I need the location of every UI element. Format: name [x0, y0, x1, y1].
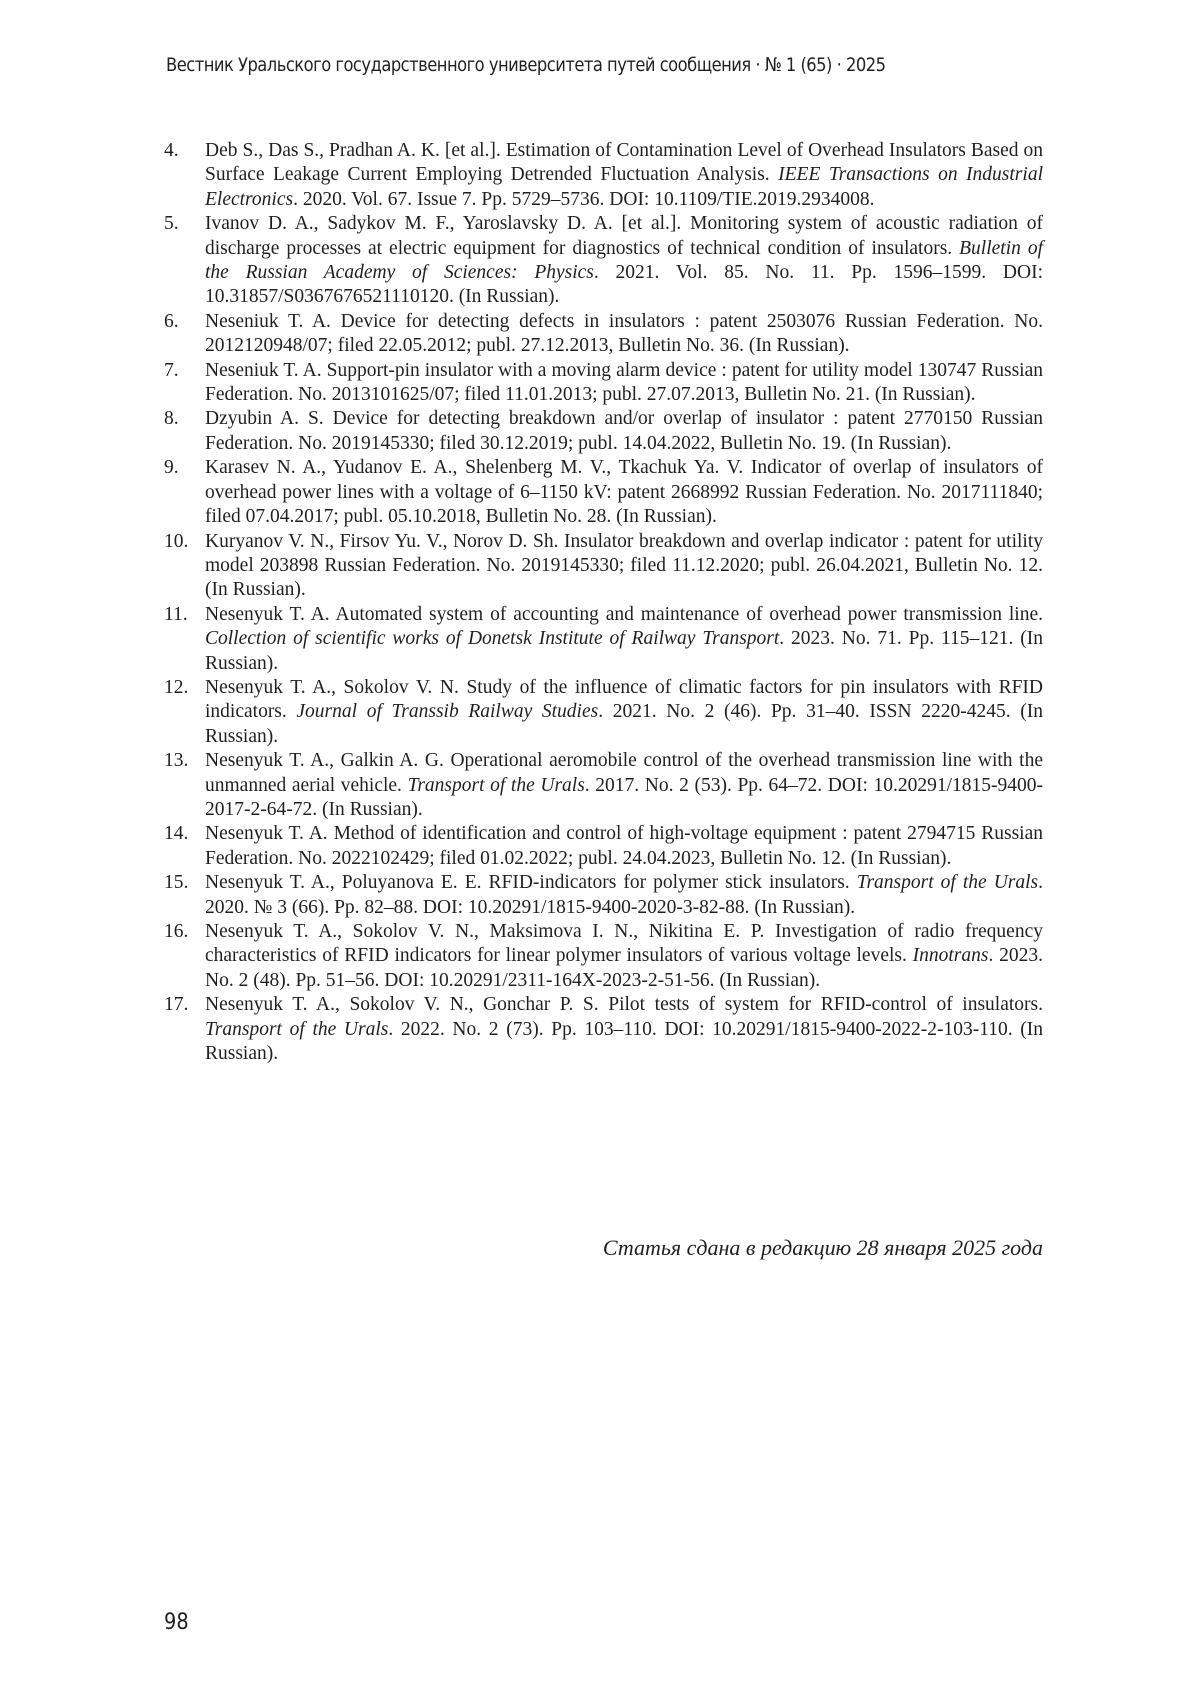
- reference-item: [164, 359, 1043, 408]
- reference-source-title: IEEE Transactions on Industrial Electronics: [205, 164, 1043, 210]
- reference-item: [164, 407, 1043, 456]
- reference-item: [164, 676, 1043, 749]
- reference-text-part: Nesenyuk T. A., Sokolov V. N., Gonchar P. S. Pilot tests of system for RFID-control of insulators.: [205, 994, 1043, 1016]
- reference-number: 11.: [164, 603, 188, 625]
- reference-item: [164, 139, 1043, 212]
- reference-text: [205, 871, 1043, 920]
- reference-text-part: . 2020. № 3 (66). Pp. 82–88. DOI: 10.20291/1815-9400-2020-3-82-88. (In Russian).: [205, 872, 1043, 918]
- reference-text-part: Nesenyuk T. A., Galkin A. G. Operational aeromobile control of the overhead transmission line with the unmanned aerial vehicle.: [205, 750, 1043, 796]
- reference-text-part: Ivanov D. A., Sadykov M. F., Yaroslavsky D. A. [et al.]. Monitoring system of acoustic radiation of discharge processes at electric equipment for diagnostics of technical condition of insulators.: [205, 213, 1043, 259]
- reference-number: 12.: [164, 676, 189, 698]
- reference-text-part: Dzyubin A. S. Device for detecting breakdown and/or overlap of insulator : patent 2770150 Russian Federation. No. 2019145330; filed 30.12.2019; publ. 14.04.2022, Bulletin No. 19. (In Russian).: [205, 408, 1043, 454]
- reference-item: [164, 993, 1043, 1066]
- reference-text: [205, 359, 1043, 408]
- reference-number: 9.: [164, 457, 179, 479]
- received-note: Статья сдана в редакцию 28 января 2025 года: [602, 1235, 1043, 1260]
- reference-source-title: Bulletin of the Russian Academy of Sciences: Physics: [205, 237, 1043, 284]
- reference-text: [205, 407, 1043, 456]
- reference-text-part: . 2021. Vol. 85. No. 11. Pp. 1596–1599. DOI: 10.31857/S0367676521110120. (In Russian).: [205, 262, 1043, 308]
- reference-item: [164, 212, 1043, 310]
- reference-text-part: Nesenyuk T. A. Automated system of accounting and maintenance of overhead power transmission line.: [205, 603, 1043, 625]
- reference-item: [164, 310, 1043, 359]
- reference-text-part: . 2020. Vol. 67. Issue 7. Pp. 5729–5736. DOI: 10.1109/TIE.2019.2934008.: [293, 188, 875, 210]
- reference-number: 8.: [164, 408, 179, 430]
- reference-text: [205, 530, 1043, 603]
- reference-text: [205, 310, 1043, 359]
- reference-source-title: Journal of Transsib Railway Studies: [296, 701, 599, 723]
- reference-text-part: Kuryanov V. N., Firsov Yu. V., Norov D. Sh. Insulator breakdown and overlap indicator : patent for utility model 203898 Russian Federation. No. 2019145330; filed 11.12.2020; publ. 26.04.2021, Bulletin No. 12. (In Russian).: [205, 530, 1043, 601]
- reference-text: [205, 456, 1043, 529]
- reference-text: [205, 920, 1043, 993]
- reference-number: 5.: [164, 213, 179, 235]
- reference-text: [205, 212, 1043, 310]
- reference-item: [164, 920, 1043, 993]
- running-head: Вестник Уральского государственного университета путей сообщения · № 1 (65) · 2025: [166, 54, 886, 76]
- reference-number: 4.: [164, 140, 179, 161]
- reference-source-title: Transport of the Urals: [856, 872, 1039, 894]
- reference-number: 14.: [164, 823, 189, 845]
- reference-number: 13.: [164, 750, 189, 772]
- reference-text: [205, 139, 1043, 212]
- reference-number: 15.: [164, 872, 189, 894]
- reference-text-part: . 2022. No. 2 (73). Pp. 103–110. DOI: 10.20291/1815-9400-2022-2-103-110. (In Russian).: [205, 1018, 1043, 1065]
- reference-text-part: . 2017. No. 2 (53). Pp. 64–72. DOI: 10.20291/1815-9400-2017-2-64-72. (In Russian).: [205, 774, 1044, 820]
- reference-item: [164, 871, 1043, 920]
- reference-text: [205, 993, 1043, 1066]
- reference-item: [164, 530, 1043, 603]
- reference-source-title: Transport of the Urals: [407, 774, 585, 796]
- reference-text-part: Nesenyuk T. A., Sokolov V. N. Study of the influence of climatic factors for pin insulators with RFID indicators.: [205, 676, 1043, 723]
- reference-item: [164, 822, 1043, 871]
- reference-number: 7.: [164, 359, 179, 381]
- reference-text-part: Neseniuk T. A. Device for detecting defects in insulators : patent 2503076 Russian Federation. No. 2012120948/07; filed 22.05.2012; publ. 27.12.2013, Bulletin No. 36. (In Russian).: [205, 310, 1043, 357]
- reference-list: [164, 139, 1043, 1066]
- reference-text-part: Nesenyuk T. A., Sokolov V. N., Maksimova I. N., Nikitina E. P. Investigation of radio frequency characteristics of RFID indicators for linear polymer insulators of various voltage levels.: [205, 921, 1043, 967]
- reference-text-part: Neseniuk T. A. Support-pin insulator with a moving alarm device : patent for utility model 130747 Russian Federation. No. 2013101625/07; filed 11.01.2013; publ. 27.07.2013, Bulletin No. 21. (In Russian).: [205, 359, 1043, 406]
- reference-text-part: Deb S., Das S., Pradhan A. K. [et al.]. Estimation of Contamination Level of Overhead Insulators Based on Surface Leakage Current Employing Detrended Fluctuation Analysis.: [205, 140, 1043, 186]
- page-number: 98: [164, 1610, 189, 1635]
- reference-item: [164, 603, 1043, 676]
- reference-number: 17.: [164, 994, 189, 1016]
- reference-item: [164, 749, 1043, 822]
- reference-number: 10.: [164, 530, 189, 552]
- reference-text-part: Nesenyuk T. A., Poluyanova E. E. RFID-indicators for polymer stick insulators.: [205, 872, 857, 894]
- reference-text-part: . 2023. No. 2 (48). Pp. 51–56. DOI: 10.20291/2311-164X-2023-2-51-56. (In Russian).: [205, 945, 1044, 991]
- reference-number: 6.: [164, 310, 179, 332]
- reference-item: [164, 456, 1043, 529]
- reference-text-part: Karasev N. A., Yudanov E. A., Shelenberg M. V., Tkachuk Ya. V. Indicator of overlap of insulators of overhead power lines with a voltage of 6–1150 kV: patent 2668992 Russian Federation. No. 2017111840; filed 07.04.2017; publ. 05.10.2018, Bulletin No. 28. (In Russian).: [205, 457, 1043, 528]
- reference-text: [205, 822, 1043, 871]
- reference-text-part: Nesenyuk T. A. Method of identification and control of high-voltage equipment : patent 2794715 Russian Federation. No. 2022102429; filed 01.02.2022; publ. 24.04.2023, Bulletin No. 12. (In Russian).: [205, 823, 1043, 869]
- reference-text: [205, 749, 1043, 822]
- reference-source-title: Innotrans: [912, 945, 989, 967]
- reference-source-title: Collection of scientific works of Donetsk Institute of Railway Transport: [205, 628, 780, 650]
- reference-text: [205, 603, 1043, 676]
- reference-text-part: . 2023. No. 71. Pp. 115–121. (In Russian).: [205, 628, 1044, 674]
- reference-number: 16.: [164, 921, 189, 942]
- reference-text-part: . 2021. No. 2 (46). Pp. 31–40. ISSN 2220-4245. (In Russian).: [205, 701, 1043, 747]
- reference-source-title: Transport of the Urals: [205, 1018, 389, 1040]
- reference-text: [205, 676, 1043, 749]
